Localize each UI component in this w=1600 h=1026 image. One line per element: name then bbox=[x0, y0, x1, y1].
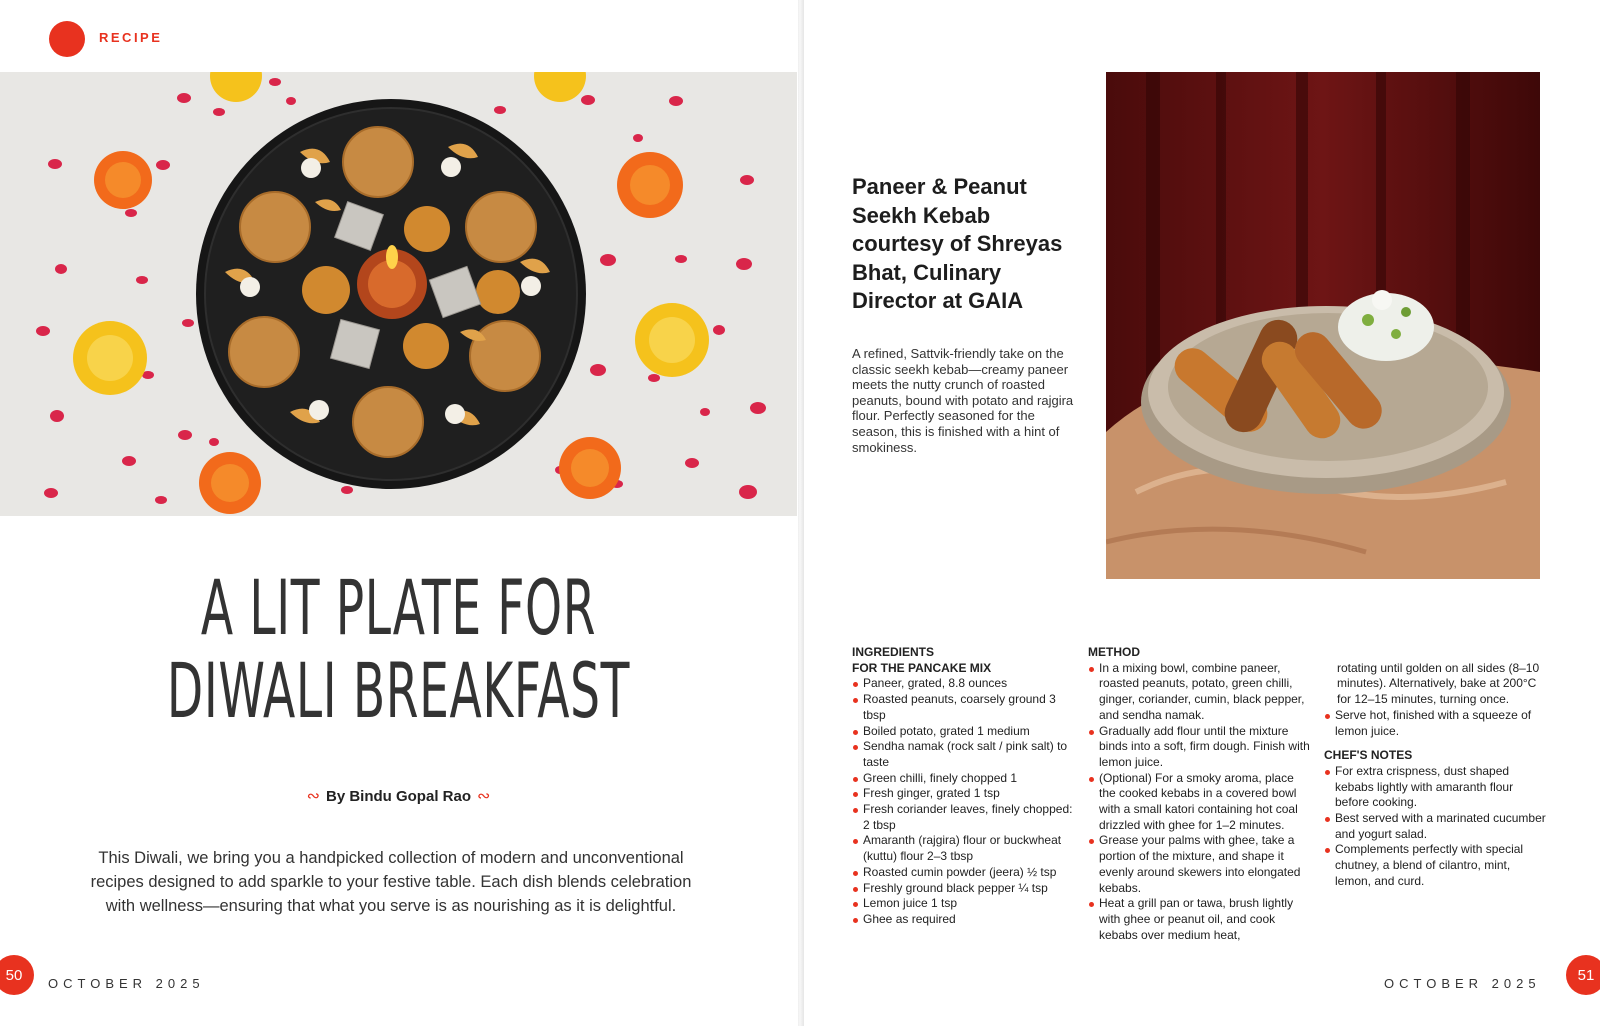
flourish-right-icon: ∾ bbox=[477, 788, 491, 805]
ingredients-subheading: FOR THE PANCAKE MIX bbox=[852, 660, 992, 675]
flourish-left-icon: ∾ bbox=[306, 788, 320, 805]
chefs-note-item: For extra crispness, dust shaped kebabs lightly with amaranth flour before cooking. bbox=[1324, 764, 1546, 811]
method-list bbox=[1088, 661, 1310, 944]
issue-date-left: OCTOBER 2025 bbox=[48, 976, 205, 991]
method-step-continued: rotating until golden on all sides (8–10 minutes). Alternatively, bake at 200°C for 12–15 minutes, turning once. bbox=[1337, 660, 1540, 707]
chefs-note-item: Best served with a marinated cucumber and yogurt salad. bbox=[1324, 811, 1546, 842]
issue-date-right: OCTOBER 2025 bbox=[1384, 976, 1541, 991]
method-column bbox=[1088, 645, 1310, 943]
notes-column bbox=[1324, 645, 1546, 890]
ingredient-item: Boiled potato, grated 1 medium bbox=[852, 724, 1074, 740]
byline-text: By Bindu Gopal Rao bbox=[325, 788, 471, 805]
ingredient-item: Freshly ground black pepper ¼ tsp bbox=[852, 881, 1074, 897]
intro-paragraph: This Diwali, we bring you a handpicked collection of modern and unconventional recipes designed to add sparkle to your festive table. Each dish blends celebration with wellness—ensuring that what you serve is as nourishing as it is delightful. bbox=[90, 849, 692, 915]
method-step: Serve hot, finished with a squeeze of lemon juice. bbox=[1324, 708, 1546, 739]
method-heading: METHOD bbox=[1088, 645, 1140, 659]
method-step: (Optional) For a smoky aroma, place the cooked kebabs in a covered bowl with a small katori containing hot coal drizzled with ghee for 1–2 minutes. bbox=[1088, 771, 1310, 834]
ingredients-heading: INGREDIENTS bbox=[852, 645, 935, 659]
chefs-notes-list bbox=[1324, 764, 1546, 890]
chefs-note-item: Complements perfectly with special chutney, a blend of cilantro, mint, lemon, and curd. bbox=[1324, 842, 1546, 889]
ingredient-item: Paneer, grated, 8.8 ounces bbox=[852, 676, 1074, 692]
method-step: In a mixing bowl, combine paneer, roasted peanuts, potato, green chilli, ginger, coriander, cumin, black pepper, and sendha namak. bbox=[1088, 661, 1310, 724]
method-step: Heat a grill pan or tawa, brush lightly with ghee or peanut oil, and cook kebabs over medium heat, bbox=[1088, 896, 1310, 943]
ingredient-item: Roasted peanuts, coarsely ground 3 tbsp bbox=[852, 692, 1074, 723]
page-number-left: 50 bbox=[0, 955, 34, 995]
kebab-dish-illustration bbox=[1106, 72, 1540, 579]
ingredient-item: Amaranth (rajgira) flour or buckwheat (kuttu) flour 2–3 tbsp bbox=[852, 833, 1074, 864]
method-list-continued bbox=[1324, 708, 1546, 739]
ingredient-item: Sendha namak (rock salt / pink salt) to taste bbox=[852, 739, 1074, 770]
method-step: Grease your palms with ghee, take a portion of the mixture, and shape it evenly around skewers into elongated kebabs. bbox=[1088, 833, 1310, 896]
section-label: RECIPE bbox=[99, 30, 163, 45]
ingredient-item: Ghee as required bbox=[852, 912, 1074, 928]
ingredients-list bbox=[852, 676, 1074, 927]
ingredient-item: Lemon juice 1 tsp bbox=[852, 896, 1074, 912]
kebab-dish-photo bbox=[1106, 72, 1540, 579]
ingredient-item: Fresh ginger, grated 1 tsp bbox=[852, 786, 1074, 802]
recipe-description: A refined, Sattvik-friendly take on the classic seekh kebab—creamy paneer meets the nutty crunch of roasted peanuts, bound with potato and rajgira flour. Perfectly seasoned for the season, this is finished with a hint of smokiness. bbox=[852, 346, 1074, 455]
ingredient-item: Fresh coriander leaves, finely chopped: 2 tbsp bbox=[852, 802, 1074, 833]
ingredient-item: Roasted cumin powder (jeera) ½ tsp bbox=[852, 865, 1074, 881]
page-number-right: 51 bbox=[1566, 955, 1600, 995]
chefs-notes-heading: CHEF'S NOTES bbox=[1324, 748, 1413, 763]
ingredient-item: Green chilli, finely chopped 1 bbox=[852, 771, 1074, 787]
recipe-title: Paneer & Peanut Seekh Kebab courtesy of Shreyas Bhat, Culinary Director at GAIA bbox=[852, 174, 1063, 313]
article-title-line-1: A LIT PLATE FOR bbox=[200, 563, 597, 652]
method-step: Gradually add flour until the mixture binds into a soft, firm dough. Finish with lemon juice. bbox=[1088, 724, 1310, 771]
article-title-line-2: DIWALI BREAKFAST bbox=[166, 646, 631, 735]
ingredients-column bbox=[852, 645, 1074, 928]
